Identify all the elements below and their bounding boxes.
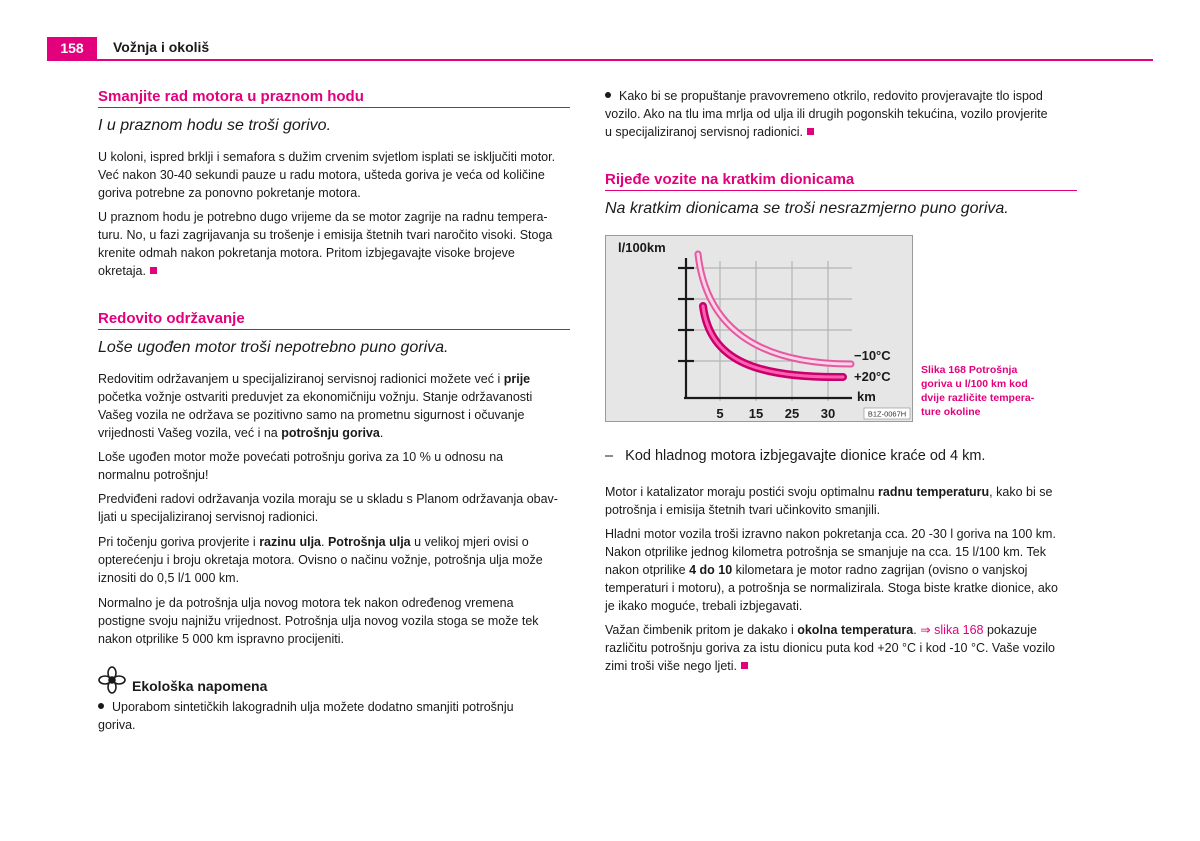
paragraph-short-trips-1: Motor i katalizator moraju postići svoju optimalnu radnu temperaturu, kako bi se potrošnja i emisija štetnih tvari učinkovito smanjili.: [605, 485, 1053, 517]
figure-link[interactable]: ⇒ slika 168: [920, 623, 984, 637]
figure-code: B1Z-0067H: [867, 409, 907, 419]
paragraph-maintenance-1: Redovitim održavanjem u specijaliziranoj servisnoj radionici možete već i prije početka vožnje ostvariti preduvjet za ekonomičniju vožnju. Stanje održavanosti Vašeg vozila ne održava se pozitivno samo na prometnu sigurnost i očuvanje vrijednosti Vašeg vozila, već i na potrošnju goriva.: [98, 372, 533, 440]
paragraph-maintenance-5: Normalno je da potrošnja ulja novog motora tek nakon određenog vremena postigne svoju najnižu vrijednost. Potrošnja ulja novog vozila stoga se može tek nakon otprilike 5 000 km ispravno procijeniti.: [98, 596, 539, 646]
leak-bullet: Kako bi se propuštanje pravovremeno otkrilo, redovito provjeravajte tlo ispod vozilo. Ako na tlu ima mrlja od ulja ili drugih pogonskih tekućina, vozilo provjerite u specijaliziranoj servisnoj radionici.: [605, 89, 1048, 139]
legend-minus10: −10°C: [854, 348, 891, 363]
x-tick-label: 5: [716, 406, 724, 421]
x-tick-label: 25: [784, 406, 800, 421]
flower-icon: [98, 666, 126, 694]
eco-note-title: Ekološka napomena: [132, 678, 268, 694]
end-marker: [741, 662, 748, 669]
paragraph-short-trips-3: Važan čimbenik pritom je dakako i okolna temperatura. ⇒ slika 168 pokazuje različitu potrošnju goriva za istu dionicu puta kod +20 °C i kod -10 °C. Vaše vozilo zimi troši više nego ljeti.: [605, 623, 1055, 673]
x-tick-label: 15: [748, 406, 764, 421]
paragraph-short-trips-2: Hladni motor vozila troši izravno nakon pokretanja cca. 20 -30 l goriva na 100 km. Nakon otprilike jednog kilometra potrošnja se smanjuje na cca. 15 l/100 km. Tek nakon otprilike 4 do 10 kilometara je motor radno zagrijan (ovisno o vanjskoj temperaturi i motoru), a potrošnja se normalizirala. Stoga biste kratke dionice, ako je ikako moguće, trebali izbjegavati.: [605, 527, 1058, 613]
bullet-icon: [605, 92, 611, 98]
section-title-short-trips: Rijeđe vozite na kratkim dionicama: [605, 171, 1077, 191]
bullet-icon: [98, 703, 104, 709]
paragraph-maintenance-4: Pri točenju goriva provjerite i razinu ulja. Potrošnja ulja u velikoj mjeri ovisi o opterećenju i broju okretaja motora. Ovisno o načinu vožnje, potrošnja ulja može iznositi do 0,5 l/1 000 km.: [98, 535, 543, 585]
section-title-idle: Smanjite rad motora u praznom hodu: [98, 88, 570, 108]
paragraph-idle-2: U praznom hodu je potrebno dugo vrijeme da se motor zagrije na radnu tempera- turu. No, u fazi zagrijavanja su trošenje i emisija štetnih tvari naročito visoki. Stoga krenite odmah nakon pokretanja motora. Pritom izbjegavajte visoke brojeve okretaja.: [98, 210, 553, 278]
section-intro-maintenance: Loše ugođen motor troši nepotrebno puno goriva.: [98, 339, 449, 356]
consumption-chart: [606, 236, 912, 421]
instruction-short-trips: – Kod hladnog motora izbjegavajte dionice kraće od 4 km.: [605, 448, 986, 464]
paragraph-idle-1: U koloni, ispred brklji i semafora s dužim crvenim svjetlom isplati se isključiti motor. Već nakon 30-40 sekundi pauze u radu motora, ušteda goriva je veća od količine goriva potrebne za ponovno pokretanje motora.: [98, 150, 556, 200]
consumption-figure: [605, 235, 913, 422]
paragraph-maintenance-2: Loše ugođen motor može povećati potrošnju goriva za 10 % u odnosu na normalnu potrošnju!: [98, 450, 504, 482]
eco-bullet: Uporabom sintetičkih lakogradnih ulja možete dodatno smanjiti potrošnju goriva.: [98, 700, 514, 732]
header-rule: [47, 59, 1153, 61]
legend-plus20: +20°C: [854, 369, 891, 384]
end-marker: [807, 128, 814, 135]
y-axis-label: l/100km: [618, 240, 666, 255]
section-intro-idle: I u praznom hodu se troši gorivo.: [98, 117, 332, 134]
chapter-title: Vožnja i okoliš: [113, 39, 210, 55]
x-axis-label: km: [857, 389, 876, 404]
end-marker: [150, 267, 157, 274]
section-intro-short-trips: Na kratkim dionicama se troši nesrazmjerno puno goriva.: [605, 200, 1009, 217]
paragraph-maintenance-3: Predviđeni radovi održavanja vozila moraju se u skladu s Planom održavanja obav- ljati u specijaliziranoj servisnoj radionici.: [98, 492, 558, 524]
page-number: 158: [47, 37, 97, 60]
section-title-maintenance: Redovito održavanje: [98, 310, 570, 330]
figure-caption: Slika 168 Potrošnja goriva u l/100 km kod dvije različite tempera- ture okoline: [921, 364, 1035, 418]
x-tick-label: 30: [820, 406, 836, 421]
